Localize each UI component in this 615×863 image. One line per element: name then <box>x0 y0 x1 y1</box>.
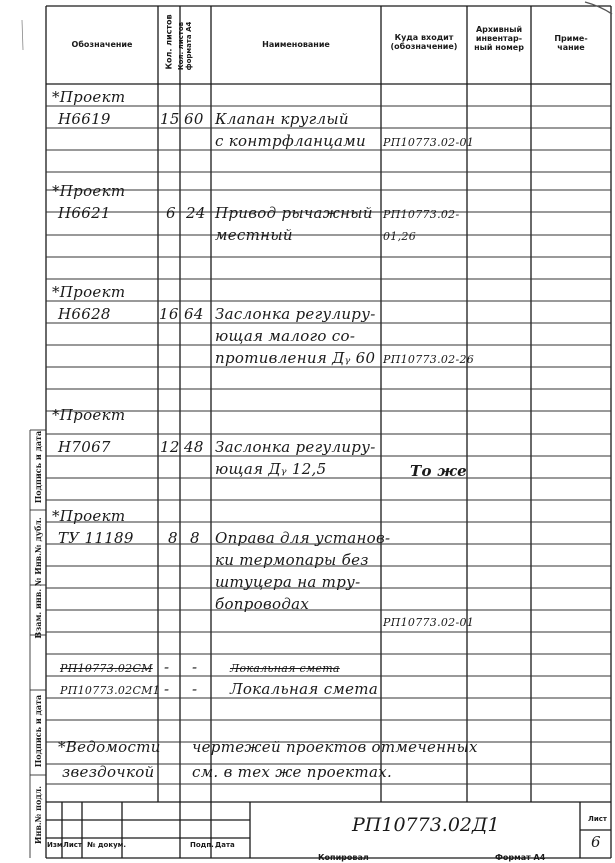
stamp-list: Лист <box>63 841 82 849</box>
sidebar-inv-dubl: Инв.№ дубл. <box>33 517 43 575</box>
smeta-struck-dash2: - <box>192 658 198 676</box>
smeta-code: РП10773.02СМ1 <box>60 684 161 697</box>
entry-3-code: Н6628 <box>58 305 111 323</box>
header-arkhivny: Архивный инвентар- ный номер <box>474 25 524 52</box>
header-primechanie: Приме- чание <box>554 34 588 52</box>
header-oboznachenie: Обозначение <box>71 40 133 49</box>
entry-1-name2: с контрфланцами <box>215 132 366 150</box>
stamp-list-label: Лист <box>588 815 607 823</box>
stamp-dokum: № докум. <box>87 841 127 849</box>
smeta-dash1: - <box>164 680 170 698</box>
entry-5-a4: 8 <box>190 529 200 547</box>
entry-4-ref: То же <box>410 462 468 480</box>
smeta-name: Локальная смета <box>230 680 379 698</box>
entry-5-name4: бопроводах <box>215 595 310 613</box>
entry-2-ref1: РП10773.02- <box>383 208 460 221</box>
header-naimenovanie: Наименование <box>262 40 330 49</box>
entry-3-ref: РП10773.02-26 <box>383 353 475 366</box>
entry-3-sheets: 16 <box>159 305 179 323</box>
entry-3-name1: Заслонка регулиру- <box>215 305 376 323</box>
smeta-struck-code: РП10773.02СМ <box>60 662 153 675</box>
smeta-struck-name: Локальная смета <box>230 662 340 675</box>
entry-5-ref: РП10773.02-01 <box>383 616 475 629</box>
entry-2-tag: *Проект <box>52 182 126 200</box>
entry-5-tag: *Проект <box>52 507 126 525</box>
entry-1-code: Н6619 <box>58 110 111 128</box>
entry-1-tag: *Проект <box>52 88 126 106</box>
header-kol-listov: Кол. листов <box>164 14 174 70</box>
entry-5-name1: Оправа для установ- <box>215 529 391 547</box>
entry-5-name3: штуцера на тру- <box>215 573 361 591</box>
header-kuda-vkhodit: Куда входит (обозначение) <box>390 33 458 51</box>
entry-5-code: ТУ 11189 <box>58 529 134 547</box>
entry-4-a4: 48 <box>184 438 204 456</box>
entry-3-tag: *Проект <box>52 283 126 301</box>
note-line2b: см. в тех же проектах. <box>192 763 393 781</box>
entry-5-name2: ки термопары без <box>215 551 369 569</box>
entry-4-name1: Заслонка регулиру- <box>215 438 376 456</box>
stamp-list-num: 6 <box>591 833 601 851</box>
note-line2a: звездочкой <box>62 763 155 781</box>
header-kol-listov-a4: Кол. листов формата А4 <box>177 21 193 71</box>
entry-2-ref2: 01,26 <box>383 230 416 243</box>
entry-2-name1: Привод рычажный <box>215 204 373 222</box>
footer-format: Формат А4 <box>495 853 546 862</box>
entry-1-name1: Клапан круглый <box>215 110 349 128</box>
entry-4-tag: *Проект <box>52 406 126 424</box>
sidebar-inv-podl: Инв.№ подл. <box>33 785 43 845</box>
entry-3-name2: ющая малого со- <box>215 327 356 345</box>
entry-2-a4: 24 <box>186 204 206 222</box>
smeta-dash2: - <box>192 680 198 698</box>
entry-3-a4: 64 <box>184 305 204 323</box>
sidebar-podpis-data-1: Подпись и дата <box>33 430 43 504</box>
entry-4-sheets: 12 <box>160 438 180 456</box>
entry-2-sheets: 6 <box>166 204 176 222</box>
stamp-data: Дата <box>215 841 235 849</box>
note-line1b: чертежей проектов отмеченных <box>192 738 478 756</box>
entry-3-name3: противления Дᵧ 60 <box>215 349 376 367</box>
footer-kopiroval: Копировал <box>318 853 369 862</box>
entry-1-sheets: 15 <box>160 110 180 128</box>
stamp-izm: Изм <box>47 841 63 849</box>
note-line1a: *Ведомости <box>58 738 161 756</box>
smeta-struck-dash1: - <box>164 658 170 676</box>
entry-4-code: Н7067 <box>58 438 111 456</box>
stamp-doc-code: РП10773.02Д1 <box>352 814 500 836</box>
entry-2-name2: местный <box>215 226 293 244</box>
sidebar-vzam-inv: Взам. инв. № <box>33 577 43 639</box>
entry-1-ref: РП10773.02-01 <box>383 136 475 149</box>
entry-5-sheets: 8 <box>168 529 178 547</box>
stamp-podp: Подп. <box>190 841 214 849</box>
entry-4-name2: ющая Дᵧ 12,5 <box>215 460 327 478</box>
sidebar-podpis-data-2: Подпись и дата <box>33 694 43 768</box>
entry-1-a4: 60 <box>184 110 204 128</box>
entry-2-code: Н6621 <box>58 204 111 222</box>
